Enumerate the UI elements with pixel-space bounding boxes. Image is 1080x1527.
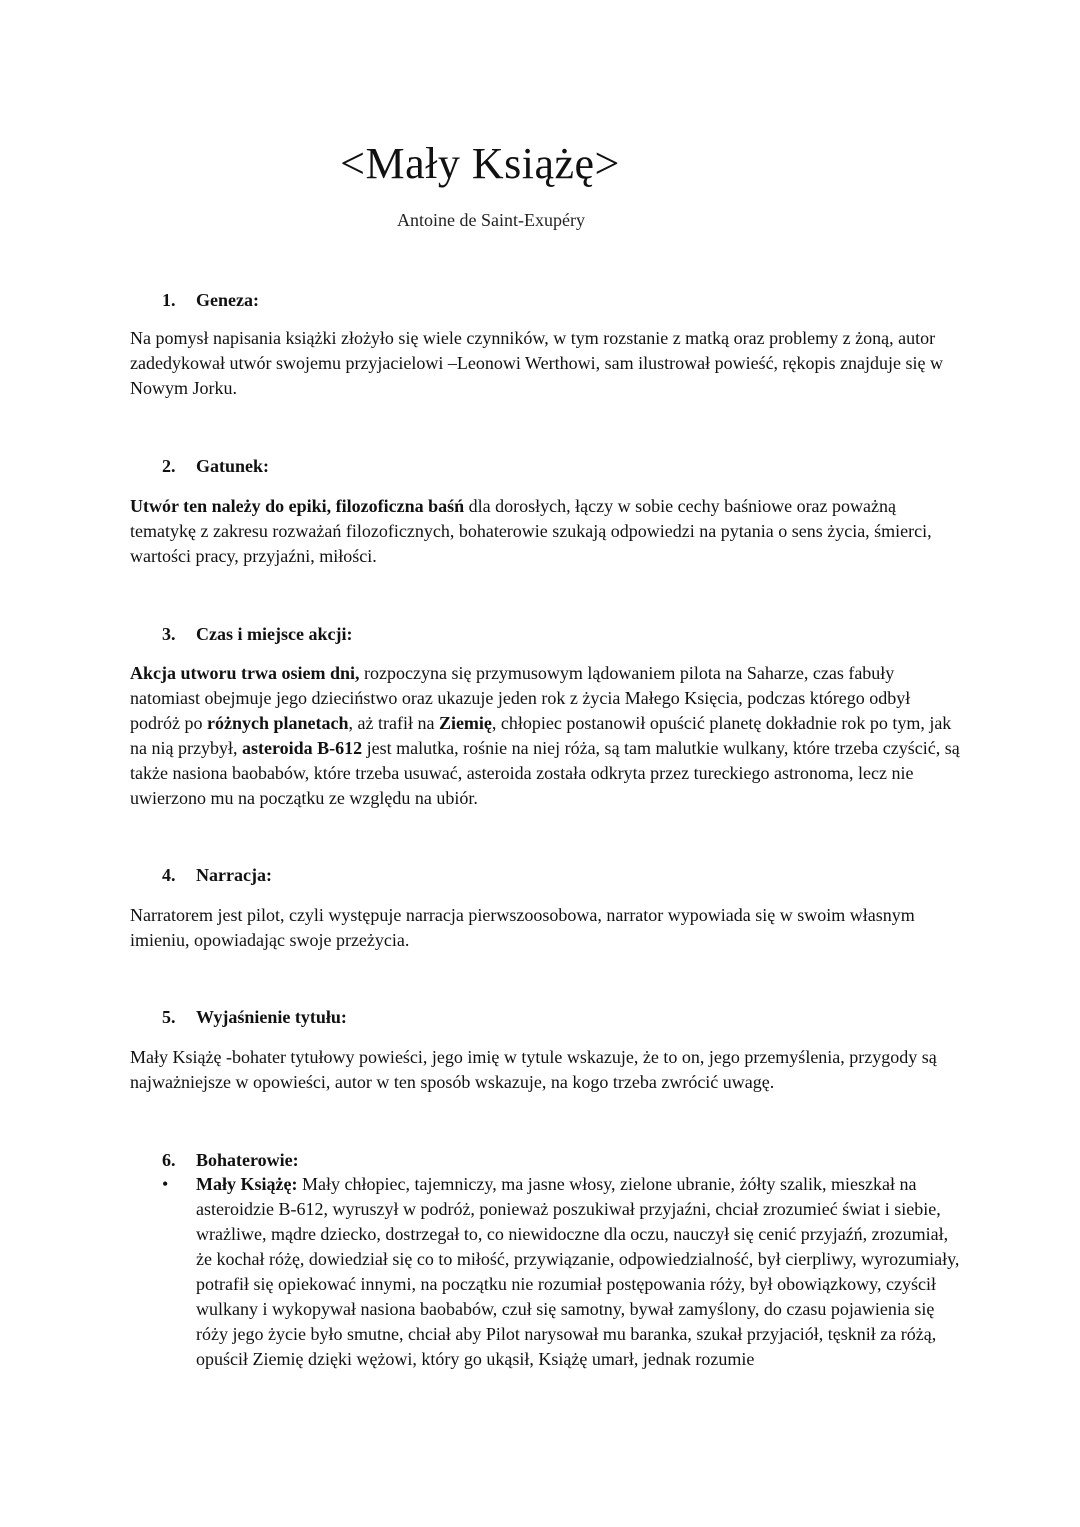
document-author: Antoine de Saint-Exupéry	[397, 210, 585, 230]
body-text: , chłopiec postanowił opuścić planetę dokładnie rok po tym, jak na nią przybył,	[130, 713, 952, 758]
character-name: Mały Książę:	[196, 1174, 298, 1194]
document-title: <Mały Książę>	[340, 139, 620, 188]
bold-phrase: Ziemię	[438, 713, 492, 733]
section-title: Geneza:	[196, 290, 259, 310]
section-number: 2.	[162, 456, 176, 476]
body-text: jest malutka, rośnie na niej róża, są tam malutkie wulkany, które trzeba czyścić, są także nasiona baobabów, które trzeba usuwać, asteroida została odkryta przez tureckiego astronoma, lecz nie uwierzono mu na początku ze względu na ubiór.	[130, 738, 960, 808]
section-title: Bohaterowie:	[196, 1150, 299, 1170]
character-list-item	[162, 1172, 962, 1372]
bullet-icon: •	[162, 1174, 169, 1194]
section-heading-narracja	[162, 863, 272, 887]
section-heading-gatunek	[162, 454, 269, 478]
section-number: 1.	[162, 290, 176, 310]
section-body-geneza: Na pomysł napisania książki złożyło się wiele czynników, w tym rozstanie z matką oraz problemy z żoną, autor zadedykował utwór swojemu przyjacielowi –Leonowi Werthowi, sam ilustrował powieść, rękopis znajduje się w Nowym Jorku.	[130, 328, 944, 398]
section-heading-bohaterowie	[162, 1148, 299, 1172]
section-heading-wyjasnienie-tytulu	[162, 1005, 347, 1029]
body-text: Mały chłopiec, tajemniczy, ma jasne włosy, zielone ubranie, żółty szalik, mieszkał na asteroidzie B-612, wyruszył w podróż, ponieważ poszukiwał przyjaźni, chciał zrozumieć świat i siebie, wrażliwe, mądre dziecko, dostrzegał to, co niewidoczne dla oczu, nauczył się cenić przyjaźń, zrozumiał, że kochał różę, dowiedział się co to miłość, przywiązanie, odpowiedzialność, był cierpliwy, wyrozumiały, potrafił się opiekować innymi, na początku nie rozumiał postępowania róży, był obowiązkowy, czyścił wulkany i wykopywał nasiona baobabów, czuł się samotny, bywał zamyślony, do czasu pojawienia się róży jego życie było smutne, chciał aby Pilot narysował mu baranka, szukał przyjaciół, tęsknił za różą, opuścił Ziemię dzięki wężowi, który go ukąsił, Książę umarł, jednak rozumie	[196, 1174, 960, 1369]
section-title: Wyjaśnienie tytułu:	[196, 1007, 347, 1027]
section-body-gatunek	[130, 494, 960, 569]
section-title: Narracja:	[196, 865, 272, 885]
body-text: dla dorosłych, łączy w sobie cechy baśniowe oraz poważną tematykę z zakresu rozważań filozoficznych, bohaterowie szukają odpowiedzi na pytania o sens życia, śmierci, wartości pracy, przyjaźni, miłości.	[130, 496, 932, 566]
section-title: Gatunek:	[196, 456, 270, 476]
bold-phrase: Utwór ten należy do epiki, filozoficzna baśń	[130, 496, 465, 516]
bold-phrase: różnych planetach	[206, 713, 349, 733]
section-title: Czas i miejsce akcji:	[196, 624, 353, 644]
section-number: 3.	[162, 624, 176, 644]
bold-phrase: Akcja utworu trwa osiem dni,	[130, 663, 360, 683]
section-body-narracja: Narratorem jest pilot, czyli występuje narracja pierwszoosobowa, narrator wypowiada się w swoim własnym imieniu, opowiadając swoje przeżycia.	[130, 905, 915, 950]
section-body-wyjasnienie-tytulu: Mały Książę -bohater tytułowy powieści, jego imię w tytule wskazuje, że to on, jego przemyślenia, przygody są najważniejsze w opowieści, autor w ten sposób wskazuje, na kogo trzeba zwrócić uwagę.	[130, 1047, 937, 1092]
section-heading-czas-i-miejsce	[162, 622, 352, 646]
section-number: 4.	[162, 865, 176, 885]
section-body-czas-i-miejsce	[130, 661, 960, 811]
section-heading-geneza	[162, 288, 259, 312]
character-description	[196, 1172, 962, 1372]
body-text: , aż trafił na	[348, 713, 439, 733]
body-text: rozpoczyna się przymusowym lądowaniem pilota na Saharze, czas fabuły natomiast obejmuje jego dzieciństwo oraz ukazuje jeden rok z życia Małego Księcia, podczas którego odbył podróż po	[130, 663, 911, 733]
section-number: 6.	[162, 1150, 176, 1170]
bold-phrase: asteroida B-612	[241, 738, 363, 758]
section-number: 5.	[162, 1007, 176, 1027]
